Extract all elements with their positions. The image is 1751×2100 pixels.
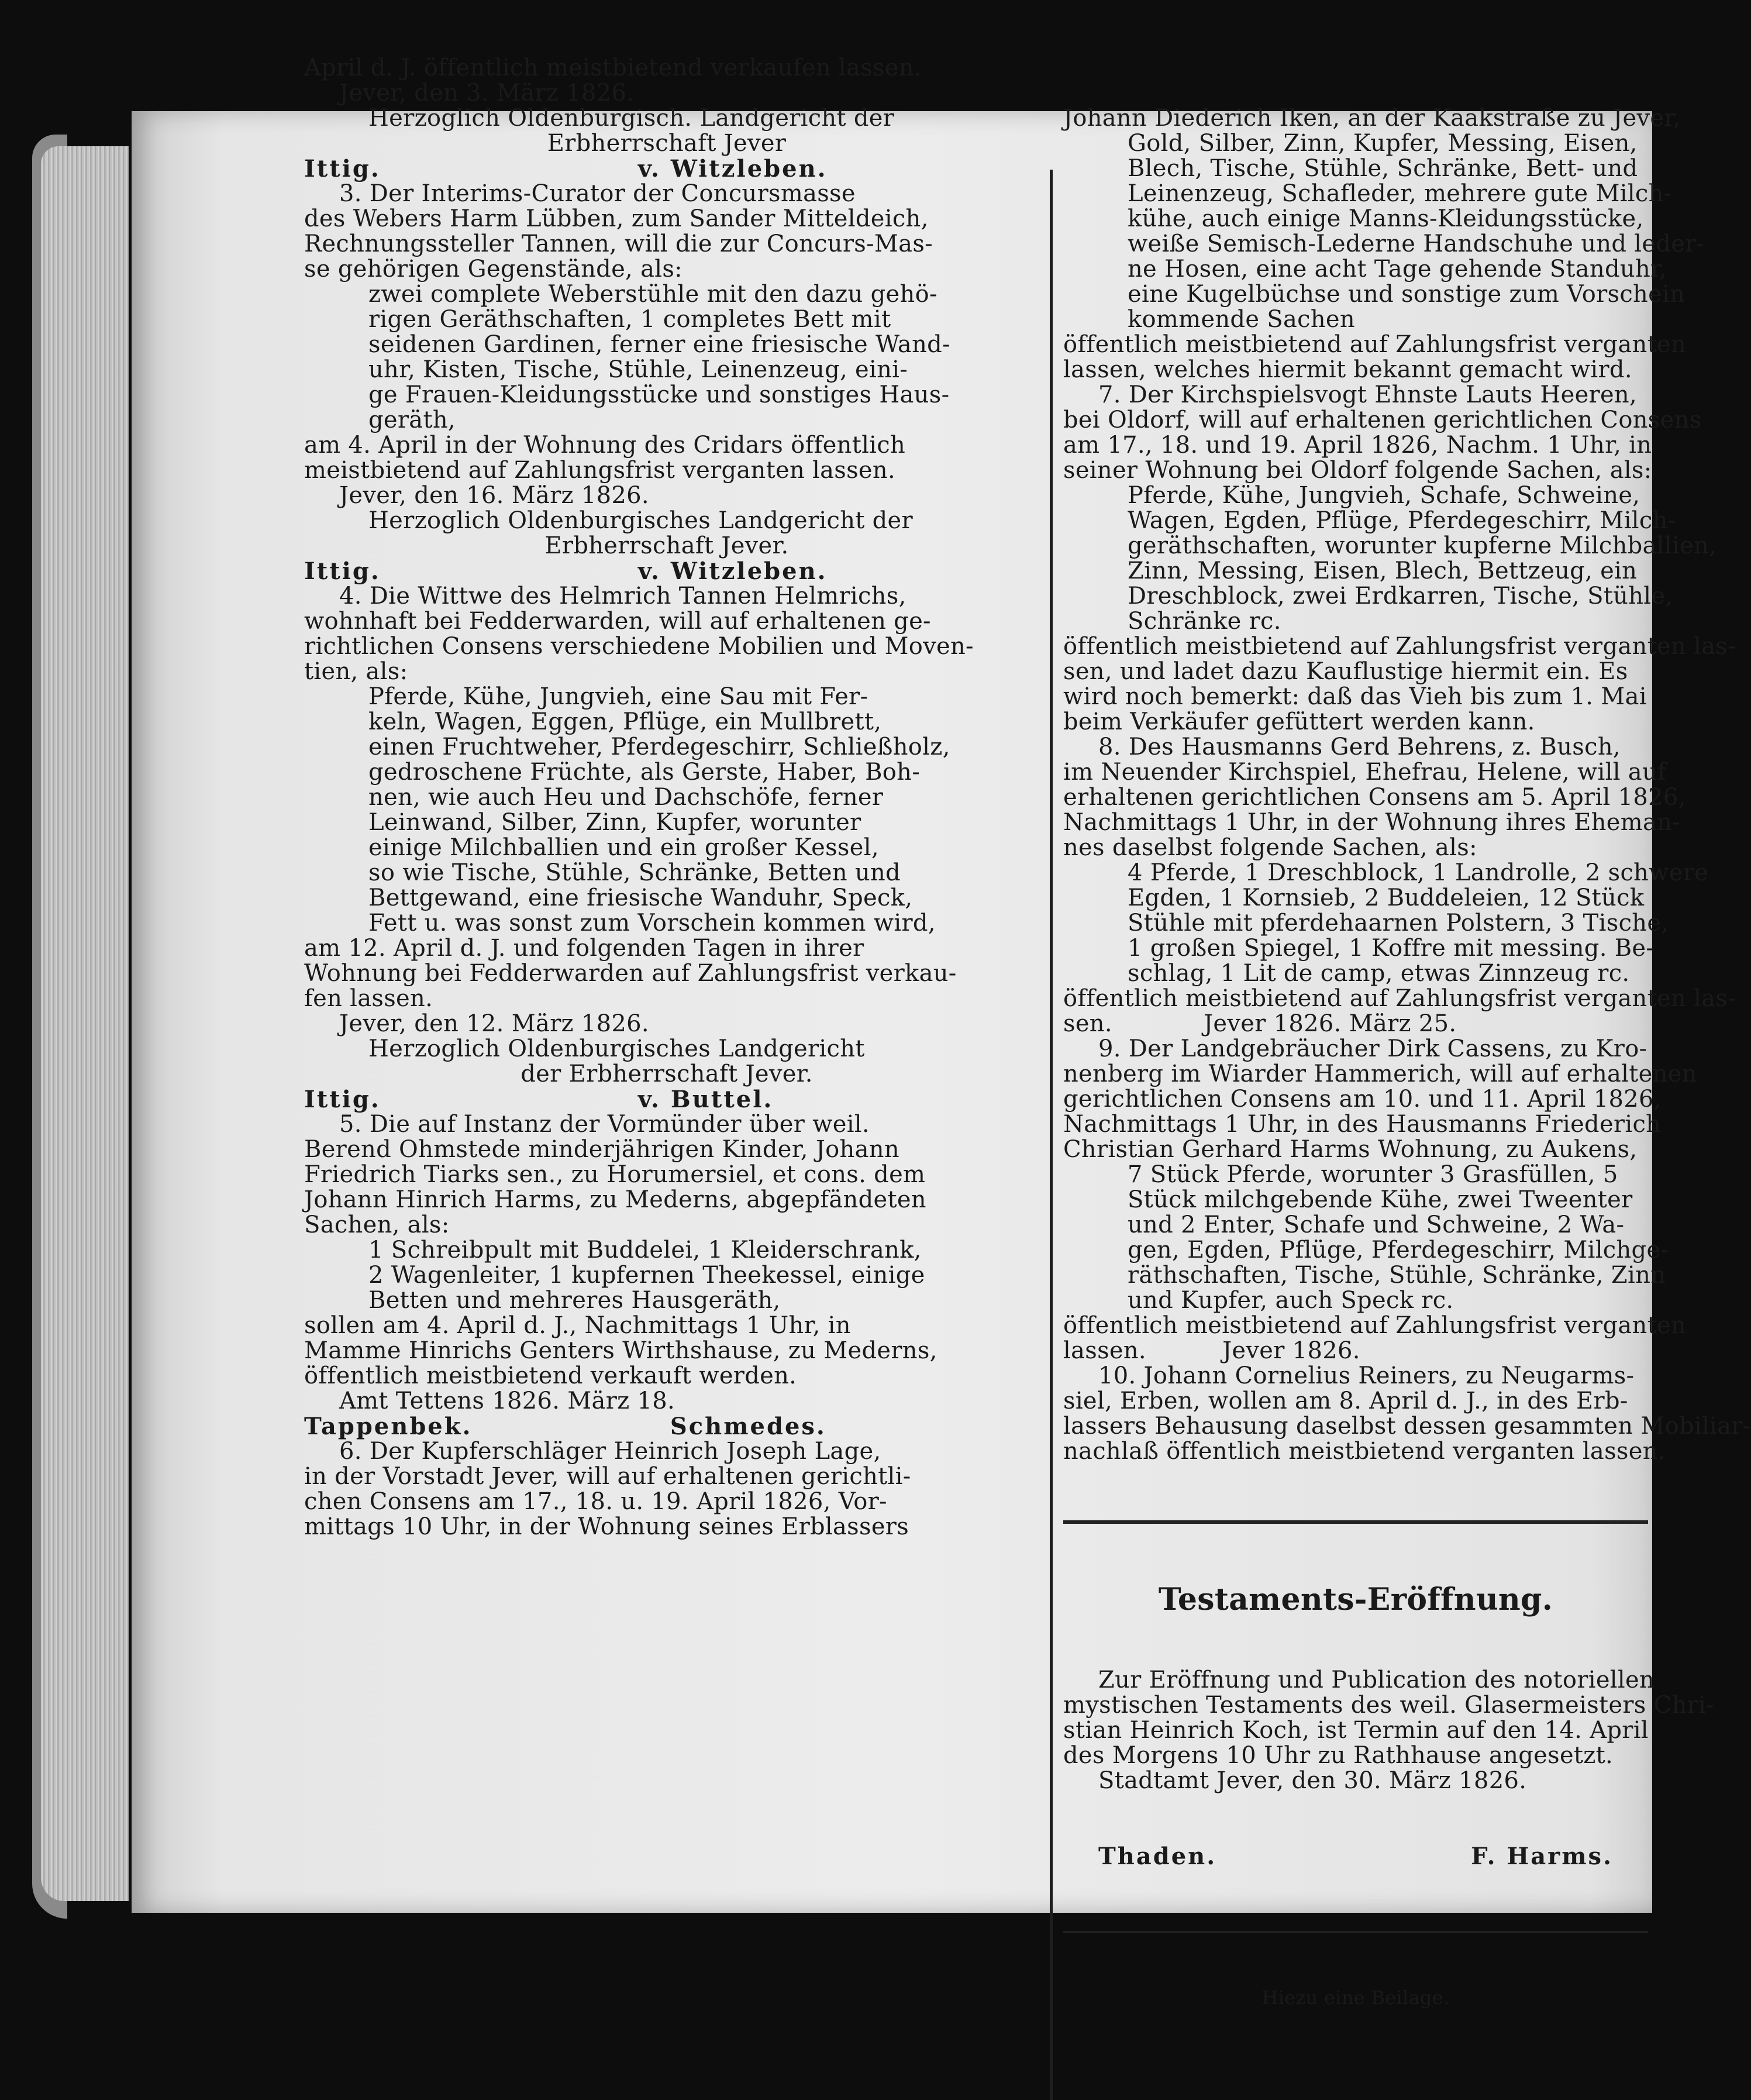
text-line: 3. Der Interims-Curator der Concursmasse — [339, 180, 856, 207]
text-line: Friedrich Tiarks sen., zu Horumersiel, et cons. dem — [304, 1161, 926, 1188]
text-line: siel, Erben, wollen am 8. April d. J., in des Erb- — [1063, 1388, 1628, 1414]
text-line: nes daselbst folgende Sachen, als: — [1063, 834, 1477, 861]
text-line: wird noch bemerkt: daß das Vieh bis zum 1. Mai — [1063, 683, 1647, 710]
text-line: Herzoglich Oldenburgisch. Landgericht der — [368, 105, 895, 132]
text-line: nenberg im Wiarder Hammerich, will auf erhaltenen — [1063, 1061, 1697, 1087]
text-line: Pferde, Kühe, Jungvieh, eine Sau mit Fer- — [368, 683, 868, 710]
text-line: 7 Stück Pferde, worunter 3 Grasfüllen, 5 — [1128, 1161, 1618, 1188]
text-line: Sachen, als: — [304, 1211, 450, 1238]
text-line: Zinn, Messing, Eisen, Blech, Bettzeug, ein — [1128, 557, 1638, 584]
text-line: gerichtlichen Consens am 10. und 11. April 1826, — [1063, 1086, 1662, 1113]
text-line: lassers Behausung daselbst dessen gesammten Mobiliar- — [1063, 1413, 1751, 1440]
text-line: am 12. April d. J. und folgenden Tagen in ihrer — [304, 935, 864, 962]
text-line: 9. Der Landgebräucher Dirk Cassens, zu Kro- — [1098, 1035, 1647, 1062]
text-line: 1 Schreibpult mit Buddelei, 1 Kleiderschrank, — [368, 1237, 922, 1264]
text-line: 8. Des Hausmanns Gerd Behrens, z. Busch, — [1098, 734, 1621, 760]
text-line: Christian Gerhard Harms Wohnung, zu Aukens, — [1063, 1136, 1638, 1163]
text-line: Jever, den 3. März 1826. — [339, 80, 635, 106]
text-line: 7. Der Kirchspielsvogt Ehnste Lauts Heeren, — [1098, 381, 1638, 408]
text-line: Berend Ohmstede minderjährigen Kinder, Johann — [304, 1136, 899, 1163]
right-column-lines — [1063, 105, 1751, 1465]
text-line: der Erbherrschaft Jever. — [521, 1061, 813, 1087]
text-line: 4. Die Wittwe des Helmrich Tannen Helmrichs, — [339, 583, 906, 610]
text-line: in der Vorstadt Jever, will auf erhaltenen gerichtli- — [304, 1463, 911, 1490]
text-line: öffentlich meistbietend auf Zahlungsfrist verganten las- — [1063, 985, 1736, 1012]
text-line: ge Frauen-Kleidungsstücke und sonstiges Haus- — [368, 381, 950, 408]
testament-signatures — [1063, 1844, 1648, 1869]
text-line: uhr, Kisten, Tische, Stühle, Leinenzeug, eini- — [368, 356, 908, 383]
text-line: keln, Wagen, Eggen, Pflüge, ein Mullbrett, — [368, 708, 882, 735]
text-line: zwei complete Weberstühle mit den dazu gehö- — [368, 281, 937, 308]
text-line: Leinwand, Silber, Zinn, Kupfer, worunter — [368, 809, 861, 836]
text-line: Nachmittags 1 Uhr, in der Wohnung ihres Eheman- — [1063, 809, 1680, 836]
text-line: Pferde, Kühe, Jungvieh, Schafe, Schweine, — [1128, 482, 1640, 509]
text-line: Betten und mehreres Hausgeräth, — [368, 1287, 781, 1314]
footer-note: Hiezu eine Beilage. — [1261, 1987, 1450, 2009]
text-line: Ittig. v. Witzleben. — [304, 557, 828, 585]
text-line: meistbietend auf Zahlungsfrist verganten lassen. — [304, 457, 895, 484]
text-line: sollen am 4. April d. J., Nachmittags 1 Uhr, in — [304, 1312, 851, 1339]
text-line: räthschaften, Tische, Stühle, Schränke, Zinn — [1128, 1262, 1666, 1289]
text-line: Tappenbek. Schmedes. — [304, 1413, 826, 1440]
text-line: Blech, Tische, Stühle, Schränke, Bett- und — [1128, 155, 1638, 182]
text-line: stian Heinrich Koch, ist Termin auf den 14. April — [1063, 1717, 1649, 1744]
text-line: nachlaß öffentlich meistbietend verganten lassen. — [1063, 1438, 1666, 1465]
column-divider — [1050, 170, 1053, 2100]
text-line: beim Verkäufer gefüttert werden kann. — [1063, 708, 1535, 735]
text-line: 2 Wagenleiter, 1 kupfernen Theekessel, einige — [368, 1262, 925, 1289]
text-line: rigen Geräthschaften, 1 completes Bett mit — [368, 306, 891, 333]
text-line: Ittig. v. Buttel. — [304, 1086, 774, 1113]
text-line: gen, Egden, Pflüge, Pferdegeschirr, Milchge- — [1128, 1237, 1669, 1264]
text-line: Ittig. v. Witzleben. — [304, 155, 828, 183]
text-line: Herzoglich Oldenburgisches Landgericht — [368, 1035, 865, 1062]
left-column — [304, 56, 1029, 1540]
text-line: Zur Eröffnung und Publication des notoriellen — [1098, 1667, 1655, 1693]
text-line: 6. Der Kupferschläger Heinrich Joseph Lage, — [339, 1438, 881, 1465]
text-line: 5. Die auf Instanz der Vormünder über weil. — [339, 1111, 870, 1138]
footer-rule — [1063, 1931, 1648, 1933]
text-line: bei Oldorf, will auf erhaltenen gerichtlichen Consens — [1063, 407, 1702, 433]
page-edges — [41, 146, 129, 1901]
text-line: Erbherrschaft Jever — [547, 130, 787, 157]
text-line: Stühle mit pferdehaarnen Polstern, 3 Tische, — [1128, 910, 1669, 937]
text-line: Bettgewand, eine friesische Wanduhr, Speck, — [368, 884, 913, 911]
text-line: seiner Wohnung bei Oldorf folgende Sachen, als: — [1063, 457, 1652, 484]
text-line: Mamme Hinrichs Genters Wirthshause, zu Mederns, — [304, 1337, 937, 1364]
text-line: am 4. April in der Wohnung des Cridars öffentlich — [304, 432, 906, 459]
text-line: geräthschaften, worunter kupferne Milchballien, — [1128, 532, 1717, 559]
text-line: öffentlich meistbietend verkauft werden. — [304, 1362, 797, 1389]
text-line: im Neuender Kirchspiel, Ehefrau, Helene, will auf — [1063, 759, 1667, 786]
text-line: Erbherrschaft Jever. — [544, 532, 789, 559]
text-line: des Webers Harm Lübben, zum Sander Mitteldeich, — [304, 205, 929, 232]
text-line: erhaltenen gerichtlichen Consens am 5. April 1826, — [1063, 784, 1686, 811]
text-line: und 2 Enter, Schafe und Schweine, 2 Wa- — [1128, 1211, 1625, 1238]
text-line: 10. Johann Cornelius Reiners, zu Neugarms- — [1098, 1362, 1635, 1389]
testament-heading: Testaments-Eröffnung. — [1158, 1582, 1553, 1617]
text-line: lassen. Jever 1826. — [1063, 1337, 1360, 1364]
text-line: seidenen Gardinen, ferner eine friesische Wand- — [368, 331, 950, 358]
text-line: nen, wie auch Heu und Dachschöfe, ferner — [368, 784, 884, 811]
text-line: chen Consens am 17., 18. u. 19. April 1826, Vor- — [304, 1488, 887, 1515]
text-line: 4 Pferde, 1 Dreschblock, 1 Landrolle, 2 schwere — [1128, 859, 1709, 886]
text-line: weiße Semisch-Lederne Handschuhe und leder- — [1128, 230, 1705, 257]
section-rule — [1063, 1520, 1648, 1524]
text-line: Dreschblock, zwei Erdkarren, Tische, Stühle, — [1128, 583, 1673, 610]
text-line: richtlichen Consens verschiedene Mobilien und Moven- — [304, 633, 974, 660]
text-line: April d. J. öffentlich meistbietend verkaufen lassen. — [304, 54, 922, 81]
text-line: sen. Jever 1826. März 25. — [1063, 1010, 1457, 1037]
text-line: Nachmittags 1 Uhr, in des Hausmanns Friederich — [1063, 1111, 1662, 1138]
text-line: Fett u. was sonst zum Vorschein kommen wird, — [368, 910, 936, 937]
text-line: Johann Hinrich Harms, zu Mederns, abgepfändeten — [304, 1186, 926, 1213]
text-line: am 17., 18. und 19. April 1826, Nachm. 1 Uhr, in — [1063, 432, 1652, 459]
text-line: se gehörigen Gegenstände, als: — [304, 256, 683, 283]
text-line: kühe, auch einige Manns-Kleidungsstücke, — [1128, 205, 1644, 232]
testament-lines — [1063, 1667, 1714, 1794]
text-line: Jever, den 16. März 1826. — [339, 482, 649, 509]
text-line: sen, und ladet dazu Kauflustige hiermit ein. Es — [1063, 658, 1628, 685]
text-line: Schränke rc. — [1128, 608, 1281, 635]
signature-right: F. Harms. — [1471, 1843, 1613, 1870]
text-line: schlag, 1 Lit de camp, etwas Zinnzeug rc. — [1128, 960, 1630, 987]
text-line: des Morgens 10 Uhr zu Rathhause angesetzt. — [1063, 1742, 1614, 1769]
text-line: Stadtamt Jever, den 30. März 1826. — [1098, 1767, 1527, 1794]
text-line: Rechnungssteller Tannen, will die zur Concurs-Mas- — [304, 230, 933, 257]
text-line: so wie Tische, Stühle, Schränke, Betten und — [368, 859, 901, 886]
text-line: wohnhaft bei Fedderwarden, will auf erhaltenen ge- — [304, 608, 931, 635]
text-line: Gold, Silber, Zinn, Kupfer, Messing, Eisen, — [1128, 130, 1638, 157]
text-line: öffentlich meistbietend auf Zahlungsfrist verganten las- — [1063, 633, 1736, 660]
text-line: Wohnung bei Fedderwarden auf Zahlungsfrist verkau- — [304, 960, 957, 987]
text-line: kommende Sachen — [1128, 306, 1355, 333]
text-line: Herzoglich Oldenburgisches Landgericht der — [368, 507, 913, 534]
text-line: einige Milchballien und ein großer Kessel, — [368, 834, 879, 861]
text-line: 1 großen Spiegel, 1 Koffre mit messing. Be- — [1128, 935, 1655, 962]
text-line: Wagen, Egden, Pflüge, Pferdegeschirr, Milch- — [1128, 507, 1676, 534]
text-line: Jever, den 12. März 1826. — [339, 1010, 649, 1037]
text-line: Johann Diederich Iken, an der Kaakstraße zu Jever, — [1063, 105, 1681, 132]
text-line: mittags 10 Uhr, in der Wohnung seines Erblassers — [304, 1513, 909, 1540]
text-line: tien, als: — [304, 658, 408, 685]
text-line: mystischen Testaments des weil. Glasermeisters Chri- — [1063, 1692, 1714, 1719]
text-line: lassen, welches hiermit bekannt gemacht wird. — [1063, 356, 1632, 383]
text-line: Egden, 1 Kornsieb, 2 Buddeleien, 12 Stück — [1128, 884, 1645, 911]
signature-left: Thaden. — [1098, 1843, 1217, 1870]
text-line: geräth, — [368, 407, 456, 433]
text-line: fen lassen. — [304, 985, 433, 1012]
text-line: öffentlich meistbietend auf Zahlungsfrist verganten — [1063, 1312, 1686, 1339]
text-line: gedroschene Früchte, als Gerste, Haber, Boh- — [368, 759, 921, 786]
text-line: eine Kugelbüchse und sonstige zum Vorschein — [1128, 281, 1685, 308]
text-line: Stück milchgebende Kühe, zwei Tweenter — [1128, 1186, 1633, 1213]
text-line: Amt Tettens 1826. März 18. — [339, 1388, 675, 1414]
text-line: öffentlich meistbietend auf Zahlungsfrist verganten — [1063, 331, 1686, 358]
text-line: einen Fruchtweher, Pferdegeschirr, Schließholz, — [368, 734, 950, 760]
text-line: und Kupfer, auch Speck rc. — [1128, 1287, 1454, 1314]
text-line: Leinenzeug, Schafleder, mehrere gute Milch- — [1128, 180, 1672, 207]
right-column — [1063, 56, 1751, 2036]
text-line: ne Hosen, eine acht Tage gehende Standuhr, — [1128, 256, 1667, 283]
